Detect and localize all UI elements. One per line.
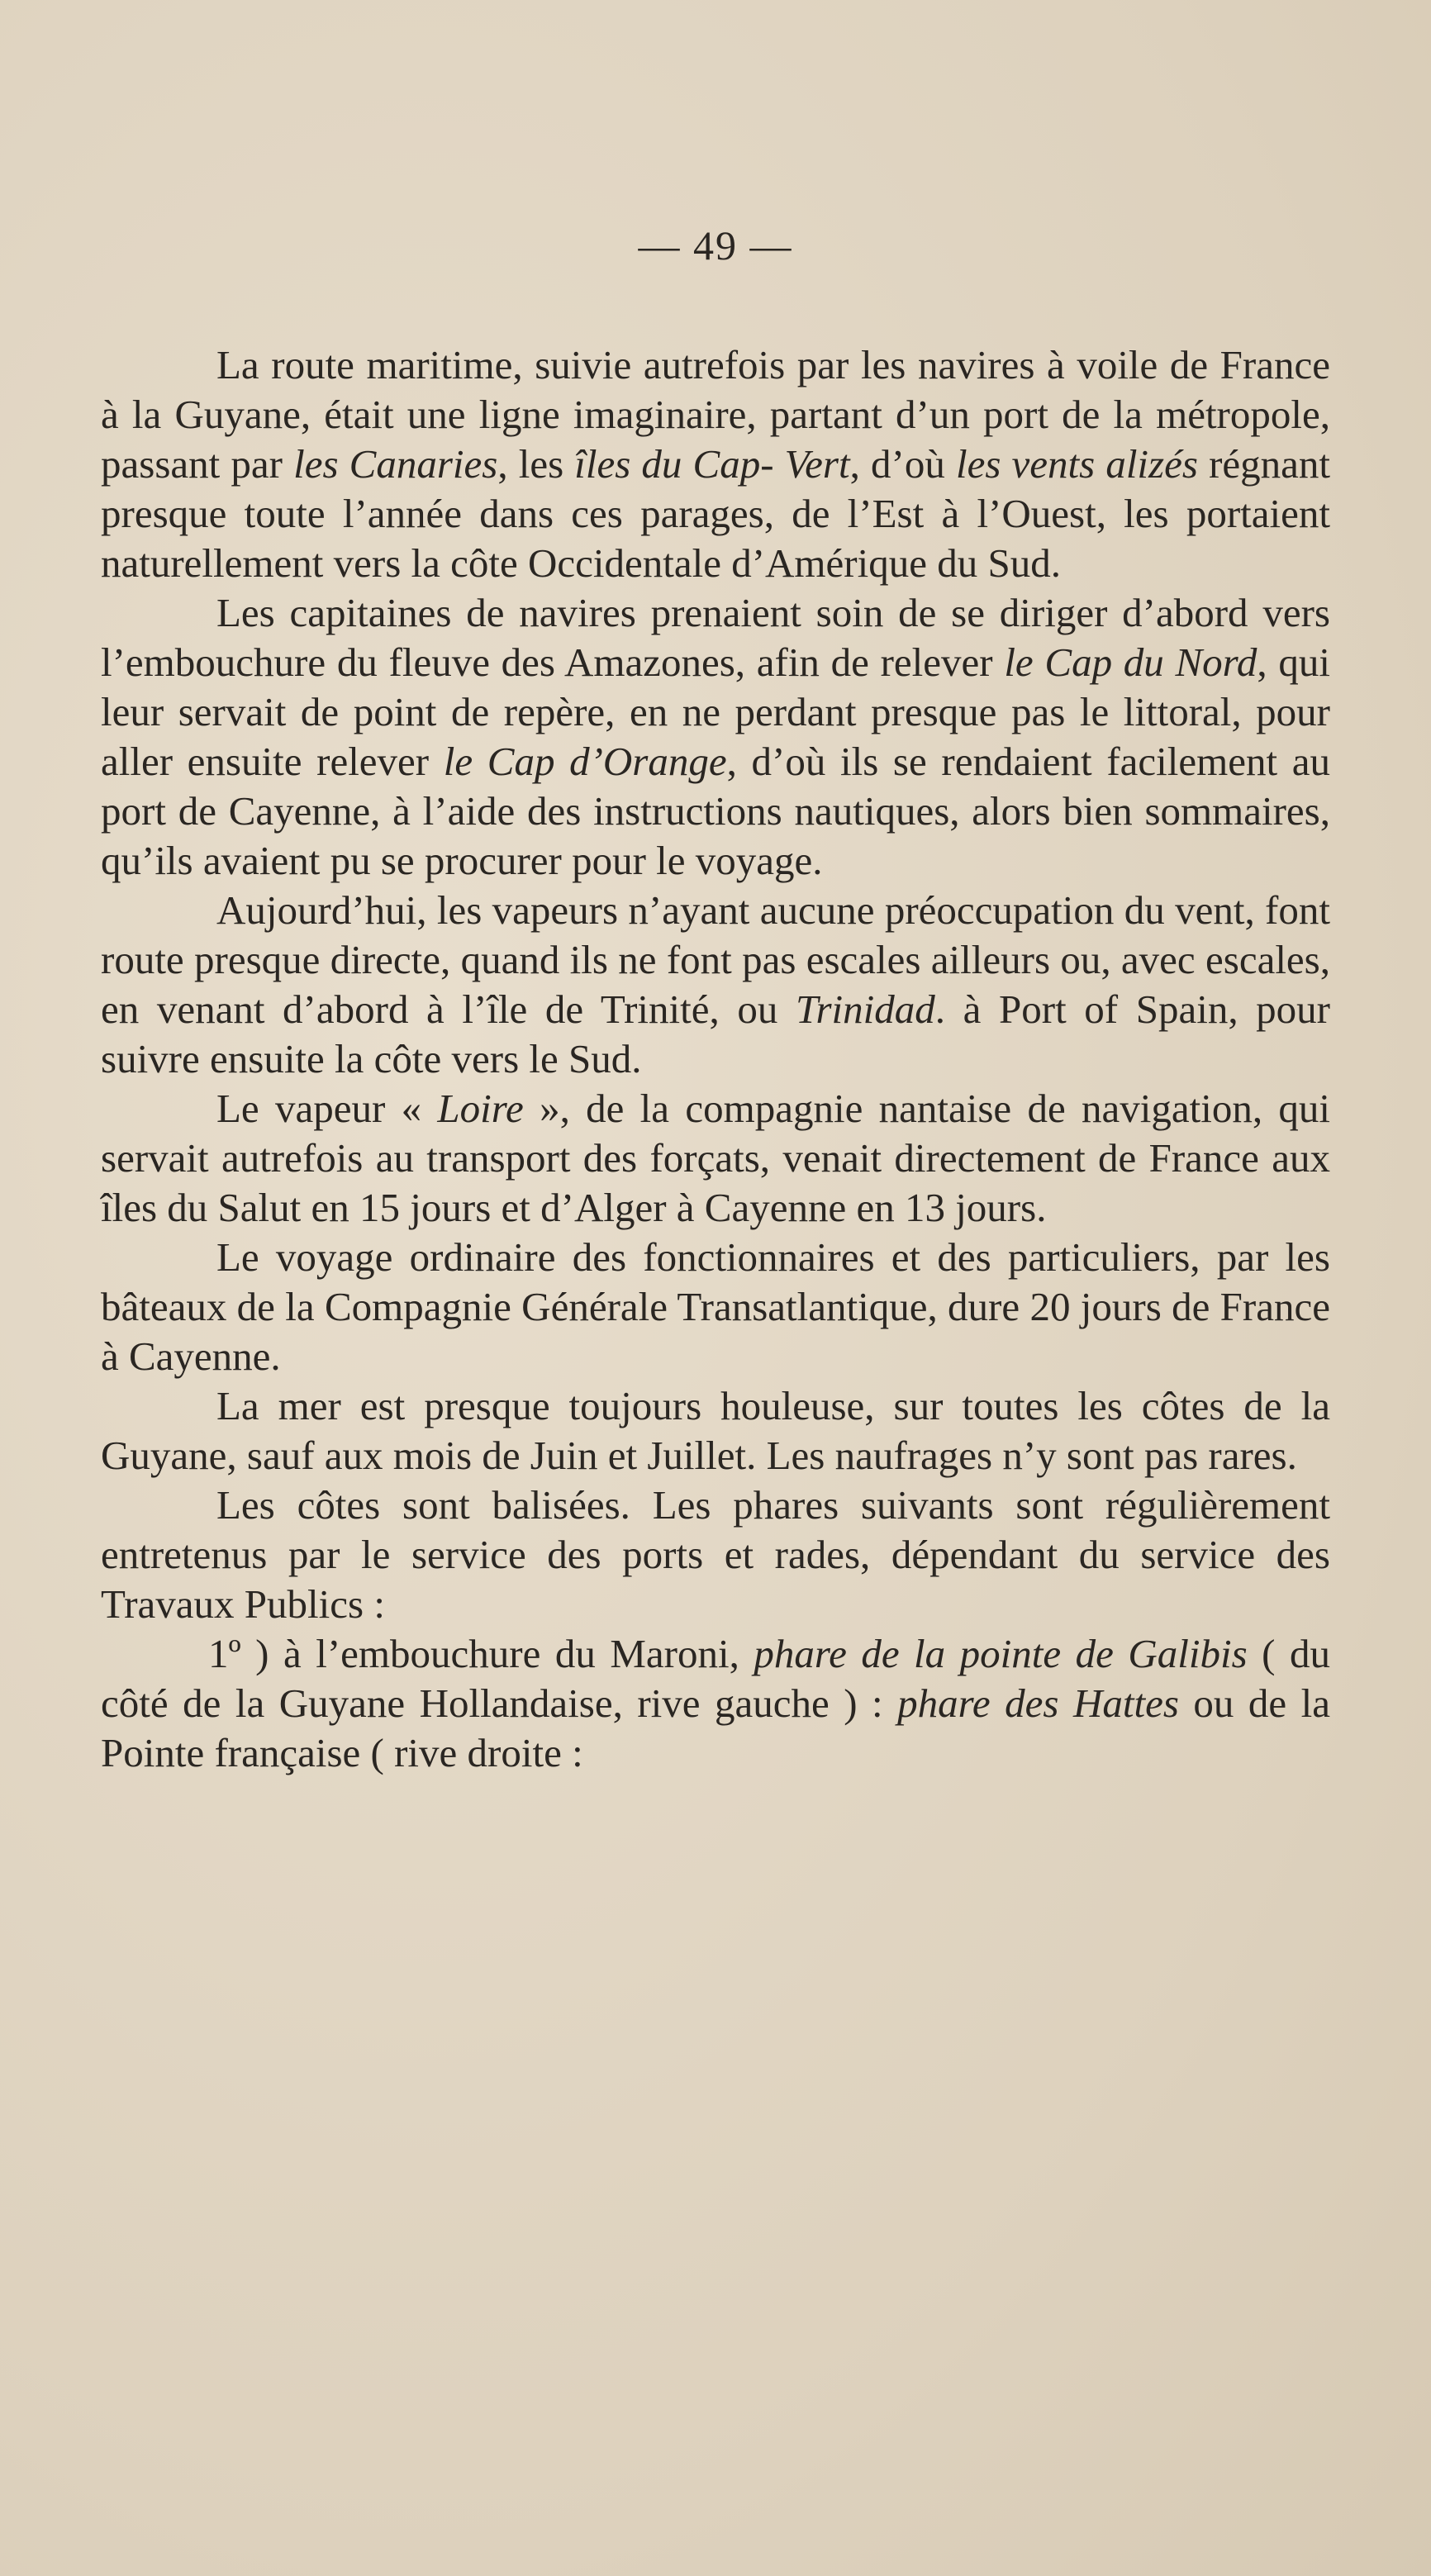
paragraph-lighthouses: 1º ) à l’embouchure du Maroni, phare de la pointe de Galibis ( du côté de la Guyane Hollandaise, rive gauche ) : phare des Hattes ou de la Pointe française ( rive droite : — [101, 1631, 1330, 1775]
paragraph-captains: Les capitaines de navires prenaient soin de se diriger d’abord vers l’embouchure du fleuve des Amazones, afin de relever le Cap du Nord, qui leur servait de point de repère, en ne perdant presque pas le littoral, pour aller ensuite relever le Cap d’Orange, d’où ils se rendaient facilement au port de Cayenne, à l’aide des instructions nautiques, alors bien sommaires, qu’ils avaient pu se procurer pour le voyage. — [101, 590, 1330, 883]
paragraph-sea: La mer est presque toujours houleuse, sur toutes les côtes de la Guyane, sauf aux mois de Juin et Juillet. Les naufrages n’y sont pas rares. — [101, 1383, 1330, 1478]
paragraph-sea-route: La route maritime, suivie autrefois par les navires à voile de France à la Guyane, était une ligne imaginaire, partant d’un port de la métropole, passant par les Canaries, les îles du Cap- Vert, d’où les vents alizés régnant presque toute l’année dans ces parages, de l’Est à l’Ouest, les portaient naturellement vers la côte Occidentale d’Amérique du Sud. — [101, 342, 1330, 586]
paragraph-steamers: Aujourd’hui, les vapeurs n’ayant aucune préoccupation du vent, font route presque directe, quand ils ne font pas escales ailleurs ou, avec escales, en venant d’abord à l’île de Trinité, ou Trinidad. à Port of Spain, pour suivre ensuite la côte vers le Sud. — [101, 887, 1330, 1081]
paragraph-loire: Le vapeur « Loire », de la compagnie nantaise de navigation, qui servait autrefois au transport des forçats, venait directement de France aux îles du Salut en 15 jours et d’Alger à Cayenne en 13 jours. — [101, 1086, 1331, 1230]
paragraph-voyage: Le voyage ordinaire des fonctionnaires et des particuliers, par les bâteaux de la Compagnie Générale Transatlantique, dure 20 jours de France à Cayenne. — [101, 1234, 1330, 1379]
paragraph-coasts: Les côtes sont balisées. Les phares suivants sont régulièrement entretenus par le service des ports et rades, dépendant du service des Travaux Publics : — [101, 1482, 1330, 1627]
page-number: — 49 — — [638, 222, 793, 269]
page-body — [101, 340, 1330, 1778]
